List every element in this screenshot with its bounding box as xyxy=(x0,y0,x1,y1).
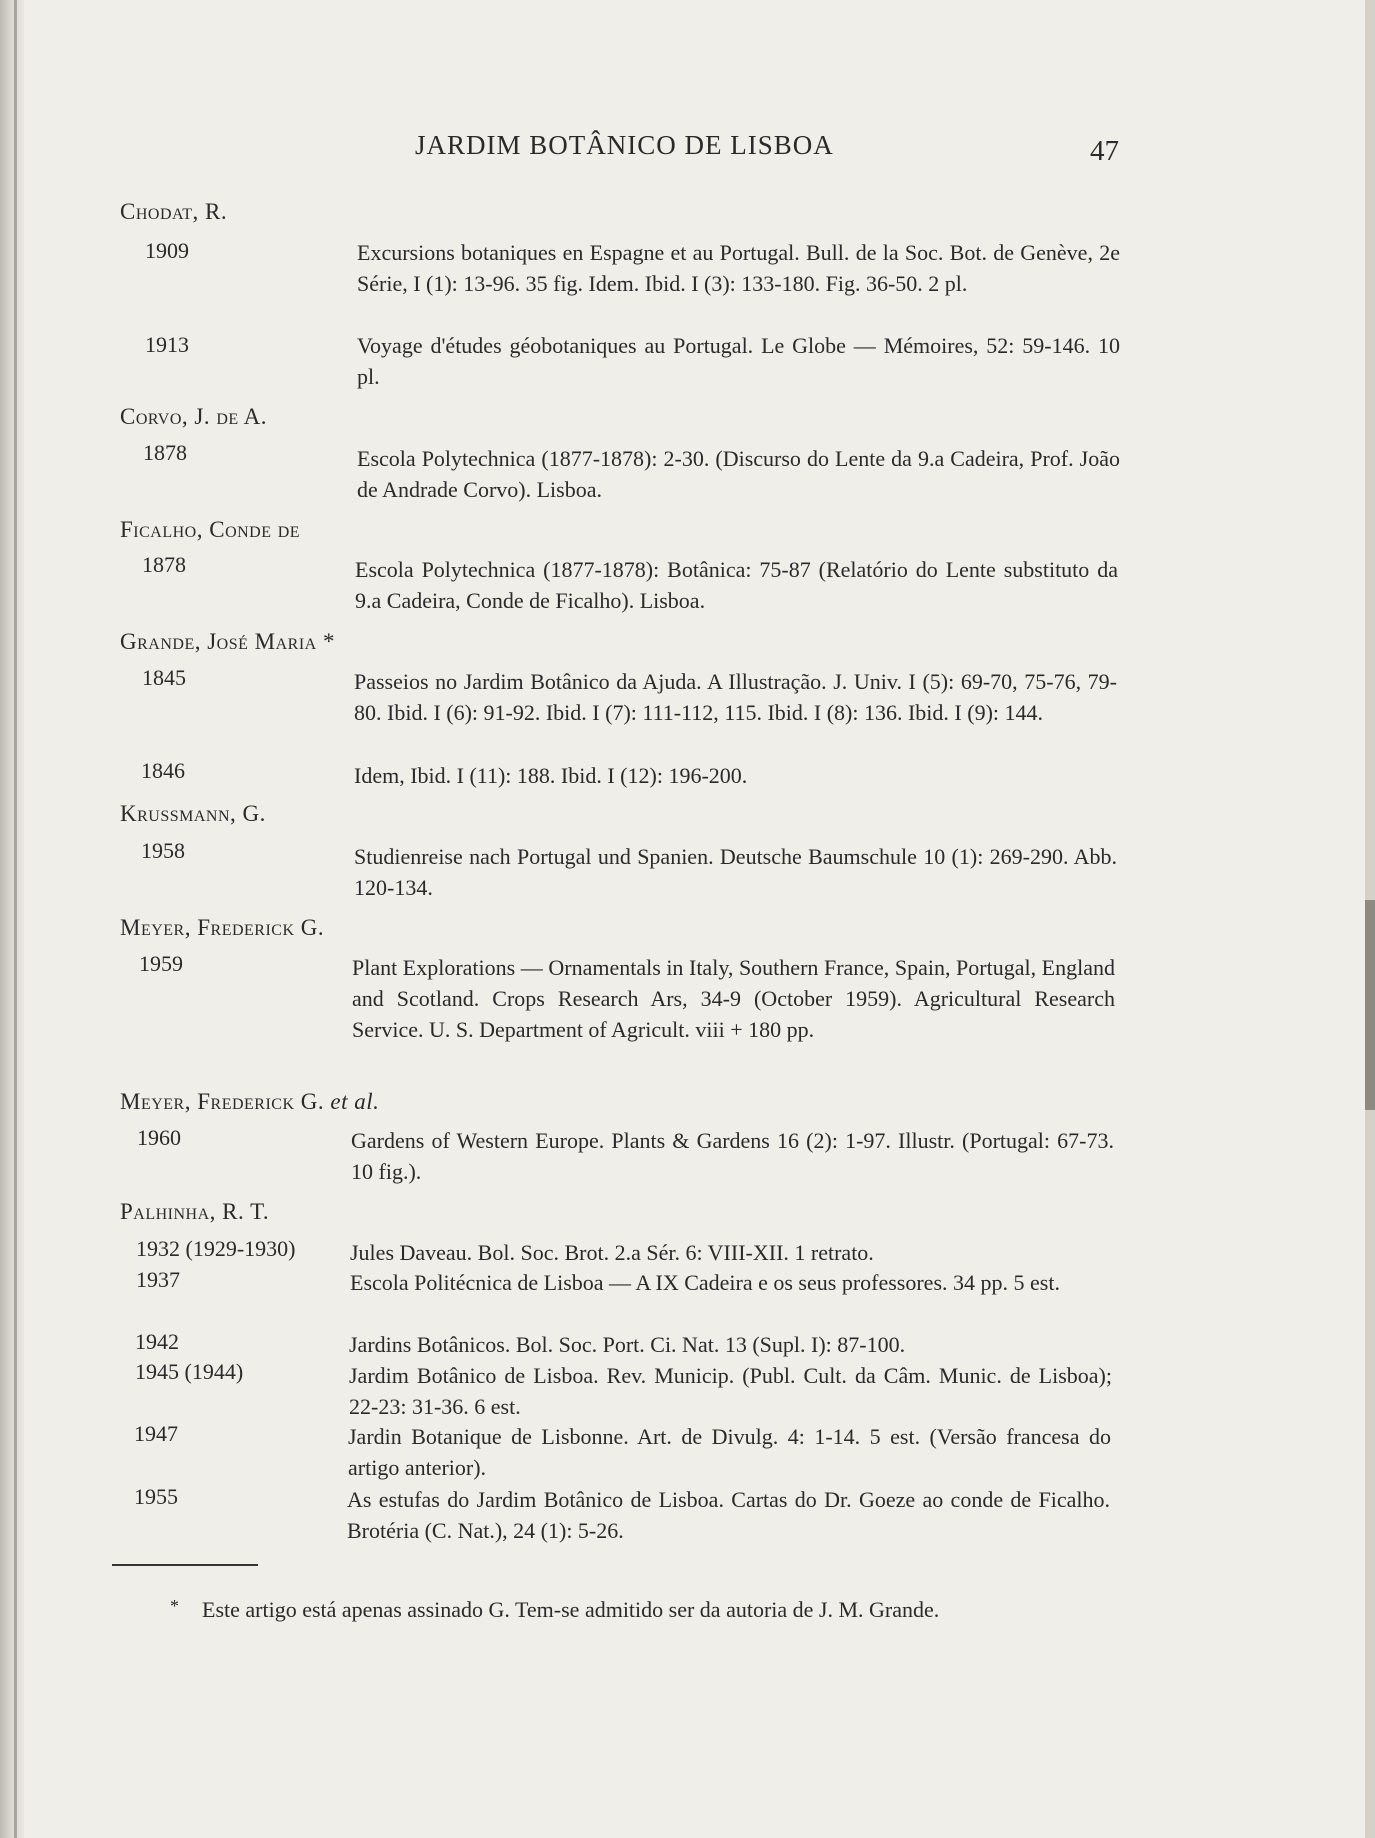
entry-text: Idem, Ibid. I (11): 188. Ibid. I (12): 196-200. xyxy=(354,763,748,788)
page-number: 47 xyxy=(1090,135,1119,167)
entry-text: Jardin Botanique de Lisbonne. Art. de Divulg. 4: 1-14. 5 est. (Versão francesa do artigo anterior). xyxy=(348,1424,1111,1480)
entry-text: Jardim Botânico de Lisboa. Rev. Municip. (Publ. Cult. da Câm. Munic. de Lisboa); 22-23: 31-36. 6 est. xyxy=(349,1363,1112,1419)
author-heading: Grande, José Maria * xyxy=(120,629,335,654)
footnote-text: Este artigo está apenas assinado G. Tem-se admitido ser da autoria de J. M. Grande. xyxy=(202,1597,940,1622)
author-heading xyxy=(120,1089,379,1115)
entry-year: 1878 xyxy=(142,552,186,577)
author-name-suffix: et al. xyxy=(330,1089,380,1114)
entry-year: 1846 xyxy=(141,758,185,783)
author-heading: Ficalho, Conde de xyxy=(120,517,301,542)
entry-text: Jardins Botânicos. Bol. Soc. Port. Ci. Nat. 13 (Supl. I): 87-100. xyxy=(349,1332,906,1357)
entry-year: 1913 xyxy=(145,332,189,357)
entry-year: 1959 xyxy=(139,951,183,976)
author-heading: Krussmann, G. xyxy=(120,801,266,826)
entry-year: 1947 xyxy=(134,1421,178,1446)
entry-year: 1942 xyxy=(135,1329,179,1354)
author-heading: Palhinha, R. T. xyxy=(120,1199,270,1224)
entry-year: 1960 xyxy=(137,1125,181,1150)
author-heading: Chodat, R. xyxy=(120,199,228,224)
entry-year: 1958 xyxy=(141,838,185,863)
entry-text: Passeios no Jardim Botânico da Ajuda. A Illustração. J. Univ. I (5): 69-70, 75-76, 79-80. Ibid. I (6): 91-92. Ibid. I (7): 111-112, 115. Ibid. I (8): 136. Ibid. I (9): 144. xyxy=(354,669,1117,725)
entry-text: As estufas do Jardim Botânico de Lisboa. Cartas do Dr. Goeze ao conde de Ficalho. Brotéria (C. Nat.), 24 (1): 5-26. xyxy=(347,1487,1110,1543)
entry-text: Jules Daveau. Bol. Soc. Brot. 2.a Sér. 6: VIII-XII. 1 retrato. xyxy=(350,1240,874,1265)
entry-text: Escola Polytechnica (1877-1878): Botânica: 75-87 (Relatório do Lente substituto da 9.a Cadeira, Conde de Ficalho). Lisboa. xyxy=(355,557,1118,613)
entry-year: 1845 xyxy=(142,665,186,690)
footnote-mark: * xyxy=(170,1596,179,1616)
entry-year: 1945 (1944) xyxy=(135,1359,244,1384)
entry-text: Excursions botaniques en Espagne et au Portugal. Bull. de la Soc. Bot. de Genève, 2e Série, I (1): 13-96. 35 fig. Idem. Ibid. I (3): 133-180. Fig. 36-50. 2 pl. xyxy=(357,240,1120,296)
entry-year: 1937 xyxy=(136,1267,180,1292)
entry-year: 1955 xyxy=(134,1484,178,1509)
entry-text: Plant Explorations — Ornamentals in Italy, Southern France, Spain, Portugal, England and Scotland. Crops Research Ars, 34-9 (October 1959). Agricultural Research Service. U. S. Department of Agricult. viii + 180 pp. xyxy=(352,955,1115,1042)
author-name: Meyer, Frederick G. xyxy=(120,1089,325,1114)
entry-year: 1909 xyxy=(145,238,189,263)
author-heading: Meyer, Frederick G. xyxy=(120,915,325,940)
entry-text: Escola Politécnica de Lisboa — A IX Cadeira e os seus professores. 34 pp. 5 est. xyxy=(350,1270,1060,1295)
entry-text: Escola Polytechnica (1877-1878): 2-30. (Discurso do Lente da 9.a Cadeira, Prof. João de Andrade Corvo). Lisboa. xyxy=(357,446,1120,502)
entry-text: Gardens of Western Europe. Plants & Gardens 16 (2): 1-97. Illustr. (Portugal: 67-73. 10 fig.). xyxy=(351,1128,1114,1184)
entry-text: Studienreise nach Portugal und Spanien. Deutsche Baumschule 10 (1): 269-290. Abb. 120-134. xyxy=(354,844,1117,900)
entry-year: 1932 (1929-1930) xyxy=(136,1236,296,1261)
footnote-rule xyxy=(112,1564,258,1566)
author-heading: Corvo, J. de A. xyxy=(120,404,268,429)
entry-text: Voyage d'études géobotaniques au Portugal. Le Globe — Mémoires, 52: 59-146. 10 pl. xyxy=(357,333,1120,389)
running-head: JARDIM BOTÂNICO DE LISBOA xyxy=(415,130,834,160)
entry-year: 1878 xyxy=(143,440,187,465)
